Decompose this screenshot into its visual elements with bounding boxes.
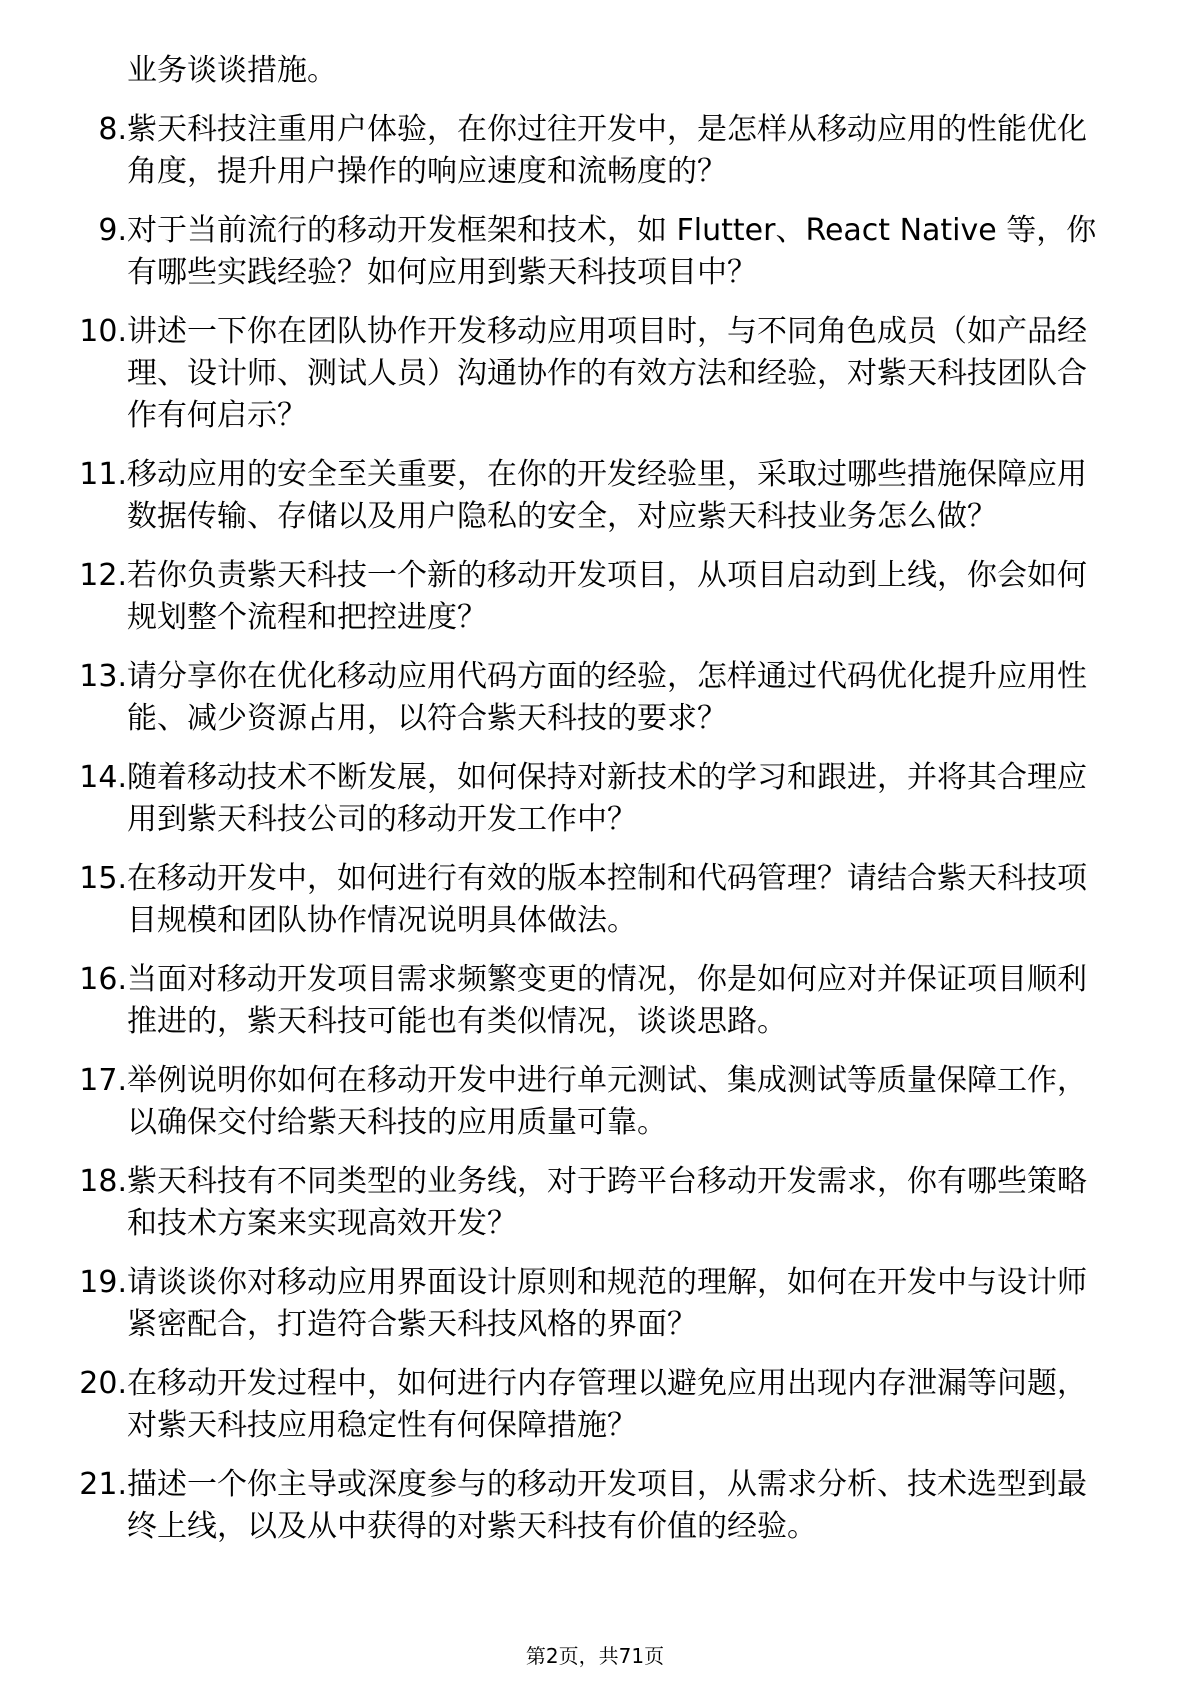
list-item	[55, 109, 1115, 193]
continued-text: 业务谈谈措施。	[127, 53, 337, 88]
item-number: 9.	[98, 213, 127, 248]
page-number-footer: 第2页，共71页	[525, 1644, 665, 1668]
item-text: 讲述一下你在团队协作开发移动应用项目时，与不同角色成员（如产品经理、设计师、测试人员）沟通协作的有效方法和经验，对紫天科技团队合作有何启示？	[127, 314, 1087, 433]
item-text: 在移动开发中，如何进行有效的版本控制和代码管理？请结合紫天科技项目规模和团队协作情况说明具体做法。	[127, 861, 1087, 938]
list-item	[55, 757, 1115, 841]
list-item	[55, 858, 1115, 942]
item-text: 移动应用的安全至关重要，在你的开发经验里，采取过哪些措施保障应用数据传输、存储以及用户隐私的安全，对应紫天科技业务怎么做？	[127, 457, 1087, 534]
item-number: 21.	[79, 1467, 127, 1502]
list-item	[55, 1262, 1115, 1346]
item-text: 紫天科技注重用户体验，在你过往开发中，是怎样从移动应用的性能优化角度，提升用户操作的响应速度和流畅度的？	[127, 112, 1087, 189]
item-text: 紫天科技有不同类型的业务线，对于跨平台移动开发需求，你有哪些策略和技术方案来实现高效开发？	[127, 1164, 1087, 1241]
item-text: 若你负责紫天科技一个新的移动开发项目，从项目启动到上线，你会如何规划整个流程和把控进度？	[127, 558, 1087, 635]
item-number: 19.	[79, 1265, 127, 1300]
item-number: 16.	[79, 962, 127, 997]
item-number: 17.	[79, 1063, 127, 1098]
page-content	[55, 50, 1115, 1565]
item-number: 20.	[79, 1366, 127, 1401]
item-number: 14.	[79, 760, 127, 795]
item-text: 请分享你在优化移动应用代码方面的经验，怎样通过代码优化提升应用性能、减少资源占用，以符合紫天科技的要求？	[127, 659, 1087, 736]
list-item	[55, 210, 1115, 294]
list-item	[55, 311, 1115, 437]
item-number: 12.	[79, 558, 127, 593]
list-item	[55, 1363, 1115, 1447]
list-item	[55, 1161, 1115, 1245]
item-text: 对于当前流行的移动开发框架和技术，如 Flutter、React Native 等，你有哪些实践经验？如何应用到紫天科技项目中？	[127, 213, 1097, 290]
item-text: 请谈谈你对移动应用界面设计原则和规范的理解，如何在开发中与设计师紧密配合，打造符合紫天科技风格的界面？	[127, 1265, 1087, 1342]
item-number: 11.	[79, 457, 127, 492]
list-item	[55, 555, 1115, 639]
item-number: 13.	[79, 659, 127, 694]
list-item	[55, 656, 1115, 740]
list-item	[55, 1060, 1115, 1144]
item-number: 8.	[98, 112, 127, 147]
item-text: 当面对移动开发项目需求频繁变更的情况，你是如何应对并保证项目顺利推进的，紫天科技可能也有类似情况，谈谈思路。	[127, 962, 1087, 1039]
item-text: 举例说明你如何在移动开发中进行单元测试、集成测试等质量保障工作，以确保交付给紫天科技的应用质量可靠。	[127, 1063, 1087, 1140]
list-item	[55, 1464, 1115, 1548]
item-number: 10.	[79, 314, 127, 349]
question-list	[55, 109, 1115, 1548]
item-text: 随着移动技术不断发展，如何保持对新技术的学习和跟进，并将其合理应用到紫天科技公司的移动开发工作中？	[127, 760, 1087, 837]
item-text: 在移动开发过程中，如何进行内存管理以避免应用出现内存泄漏等问题，对紫天科技应用稳定性有何保障措施？	[127, 1366, 1087, 1443]
item-number: 18.	[79, 1164, 127, 1199]
list-item	[55, 454, 1115, 538]
item-number: 15.	[79, 861, 127, 896]
item-text: 描述一个你主导或深度参与的移动开发项目，从需求分析、技术选型到最终上线，以及从中获得的对紫天科技有价值的经验。	[127, 1467, 1087, 1544]
list-item	[55, 959, 1115, 1043]
